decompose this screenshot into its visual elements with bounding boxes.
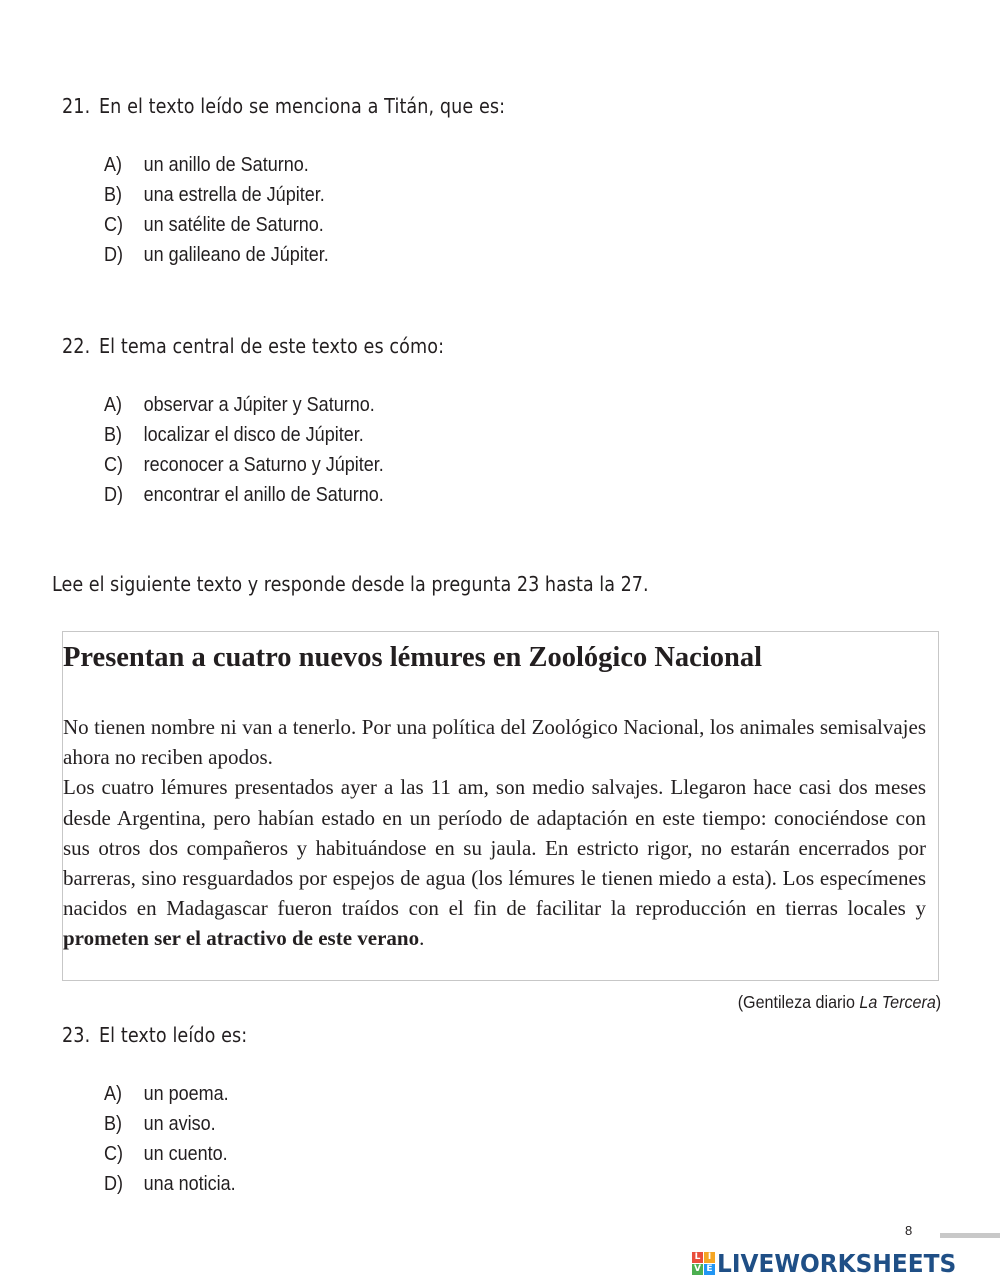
question-22-option-c[interactable]: C) reconocer a Saturno y Júpiter. xyxy=(104,454,384,476)
page-number: 8 xyxy=(905,1223,913,1238)
question-21-option-c[interactable]: C) un satélite de Saturno. xyxy=(104,214,324,236)
logo-letter: L xyxy=(692,1252,703,1263)
liveworksheets-logo[interactable] xyxy=(692,1248,974,1278)
question-number: 23. xyxy=(62,1023,91,1047)
question-23-option-b[interactable]: B) un aviso. xyxy=(104,1113,216,1135)
question-21-option-d[interactable]: D) un galileano de Júpiter. xyxy=(104,244,329,266)
question-text: El texto leído es: xyxy=(98,1023,248,1047)
question-23-stem xyxy=(62,1023,247,1047)
question-number: 21. xyxy=(62,94,91,118)
question-21-stem xyxy=(62,94,505,118)
brand-name: LIVEWORKSHEETS xyxy=(717,1248,957,1278)
credit-source: La Tercera xyxy=(859,992,936,1012)
article-paragraph: No tienen nombre ni van a tenerlo. Por una política del Zoológico Nacional, los animales semisalvajes ahora no reciben apodos. xyxy=(63,715,926,770)
logo-icon xyxy=(692,1252,715,1275)
question-21-option-b[interactable]: B) una estrella de Júpiter. xyxy=(104,184,325,206)
article-credit: (Gentileza diario La Tercera) xyxy=(737,992,941,1012)
news-article-box xyxy=(62,631,939,981)
logo-letter: E xyxy=(704,1264,715,1275)
question-22-option-a[interactable]: A) observar a Júpiter y Saturno. xyxy=(104,394,375,416)
reading-instructions: Lee el siguiente texto y responde desde la pregunta 23 hasta la 27. xyxy=(52,572,649,596)
question-23-option-a[interactable]: A) un poema. xyxy=(104,1083,229,1105)
question-23-option-d[interactable]: D) una noticia. xyxy=(104,1173,236,1195)
article-body xyxy=(63,712,926,954)
question-22-option-d[interactable]: D) encontrar el anillo de Saturno. xyxy=(104,484,384,506)
question-23-option-c[interactable]: C) un cuento. xyxy=(104,1143,228,1165)
logo-letter: V xyxy=(692,1264,703,1275)
article-title: Presentan a cuatro nuevos lémures en Zoológico Nacional xyxy=(63,642,763,673)
page-divider xyxy=(940,1233,1000,1238)
question-22-stem xyxy=(62,334,444,358)
article-bold-phrase: prometen ser el atractivo de este verano xyxy=(63,926,420,951)
article-paragraph: Los cuatro lémures presentados ayer a las 11 am, son medio salvajes. Llegaron hace casi dos meses desde Argentina, pero habían estado en un período de adaptación en este tiempo: conociéndose con sus otros dos compañeros y habituándose en su jaula. En estricto rigor, no estarán encerrados por barreras, sino resguardados por espejos de agua (los lémures le tienen miedo a esta). Los especímenes nacidos en Madagascar fueron traídos con el fin de facilitar la reproducción en tierras locales y prometen ser el atractivo de este verano. xyxy=(63,775,926,951)
question-22-option-b[interactable]: B) localizar el disco de Júpiter. xyxy=(104,424,364,446)
question-21-option-a[interactable]: A) un anillo de Saturno. xyxy=(104,154,309,176)
question-text: En el texto leído se menciona a Titán, que es: xyxy=(98,94,506,118)
question-text: El tema central de este texto es cómo: xyxy=(98,334,445,358)
question-number: 22. xyxy=(62,334,91,358)
logo-letter: I xyxy=(704,1252,715,1263)
